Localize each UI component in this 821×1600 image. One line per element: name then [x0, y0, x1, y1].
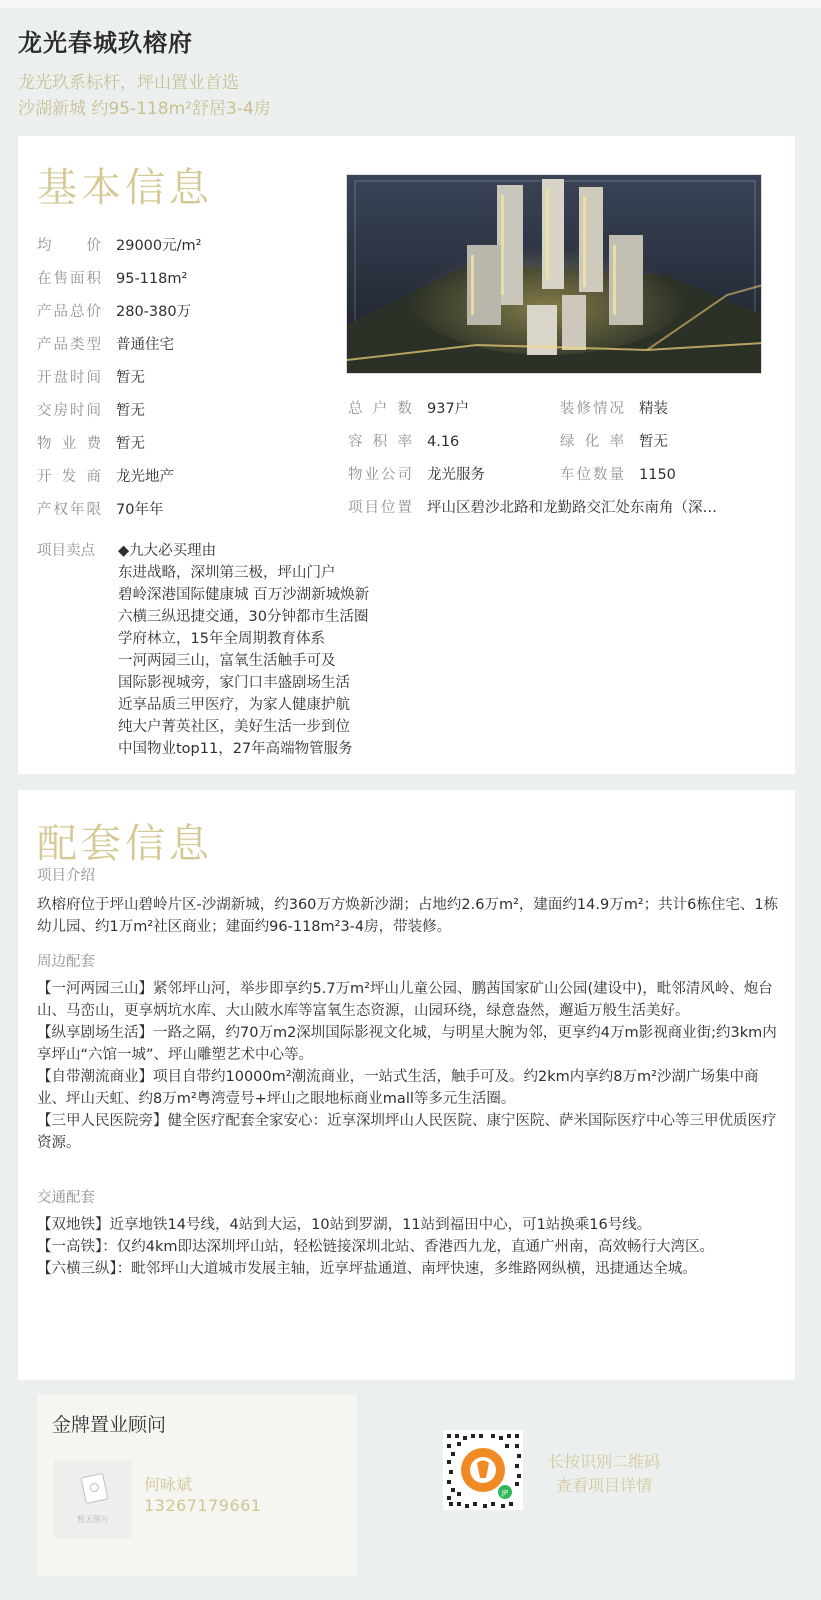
qr-hint	[534, 1450, 674, 1498]
slogan-line-2: 沙湖新城 约95-118m²舒居3-4房	[18, 99, 271, 119]
field-value: 937户	[427, 401, 470, 417]
field-key: 容积率	[348, 434, 412, 450]
field-key: 车位数量	[560, 467, 624, 483]
field-value: 95-118m²	[116, 271, 188, 287]
field-key: 物业费	[37, 436, 101, 452]
basic-info-card	[18, 136, 795, 774]
field-value: 暂无	[116, 436, 145, 452]
selling-point: ◆九大必买理由	[118, 543, 217, 559]
field-developer	[37, 467, 174, 487]
traffic-paragraph: 【双地铁】近享地铁14号线，4站到大运，10站到罗湖，11站到福田中心，可1站换乘16号线。	[37, 1217, 652, 1233]
supporting-info-heading: 配套信息	[37, 821, 213, 867]
field-location[interactable]	[348, 498, 717, 518]
field-value: 龙光服务	[427, 467, 485, 483]
selling-point: 学府林立，15年全周期教育体系	[118, 631, 325, 647]
field-value: 70年年	[116, 502, 164, 518]
field-value: 29000元/m²	[116, 238, 202, 254]
field-key: 产权年限	[37, 502, 101, 518]
around-paragraph: 【一河两园三山】紧邻坪山河，举步即享约5.7万m²坪山儿童公园、鹏茜国家矿山公园(建设中)，毗邻清风岭、炮台山、马峦山，更享炳坑水库、大山陂水库等富氧生态资源，山园环绕，绿意盎然，邂逅万般生活美好。	[37, 981, 773, 1019]
field-value: 暂无	[639, 434, 668, 450]
selling-point: 碧岭深港国际健康城 百万沙湖新城焕新	[118, 587, 370, 603]
intro-label: 项目介绍	[37, 868, 95, 884]
field-key: 开盘时间	[37, 370, 101, 386]
field-value: 280-380万	[116, 304, 192, 320]
around-label: 周边配套	[37, 954, 95, 970]
selling-point: 近享品质三甲医疗，为家人健康护航	[118, 697, 350, 713]
basic-info-heading: 基本信息	[37, 165, 213, 211]
page-header	[18, 26, 798, 122]
no-image-text: 暂无图片	[77, 1515, 109, 1524]
advisor-heading: 金牌置业顾问	[52, 1414, 167, 1436]
intro-text: 玖榕府位于坪山碧岭片区-沙湖新城，约360万方焕新沙湖；占地约2.6万m²，建面约14.9万m²；共计6栋住宅、1栋幼儿园、约1万m²社区商业；建面约96-118m²3-4房，带装修。	[37, 897, 779, 935]
field-property-rights	[37, 500, 163, 520]
field-product-type	[37, 335, 174, 355]
avatar	[54, 1460, 132, 1538]
project-rendering-icon	[347, 175, 762, 374]
selling-point: 中国物业top11，27年高端物管服务	[118, 741, 353, 757]
project-rendering-image[interactable]	[346, 174, 762, 374]
selling-point: 六横三纵迅捷交通，30分钟都市生活圈	[118, 609, 369, 625]
field-value: 坪山区碧沙北路和龙勤路交汇处东南角（深…	[427, 500, 717, 516]
field-delivery-time	[37, 401, 145, 421]
field-plot-ratio	[348, 432, 459, 452]
traffic-paragraph: 【六横三纵】：毗邻坪山大道城市发展主轴，近享坪盐通道、南坪快速，多维路网纵横，迅捷通达全城。	[37, 1261, 697, 1277]
field-value: 4.16	[427, 434, 460, 450]
qr-badge-text: JP	[501, 1489, 509, 1497]
field-key: 交房时间	[37, 403, 101, 419]
traffic-paragraphs	[37, 1214, 779, 1280]
field-key: 绿化率	[560, 434, 624, 450]
field-key: 在售面积	[37, 271, 101, 287]
around-paragraph: 【纵享剧场生活】一路之隔，约70万m2深圳国际影视文化城，与明星大腕为邻，更享约4万m影视商业街;约3km内享坪山“六馆一城”、坪山雕塑艺术中心等。	[37, 1025, 777, 1063]
field-property-fee	[37, 434, 145, 454]
selling-point: 国际影视城旁，家门口丰盛剧场生活	[118, 675, 350, 691]
traffic-paragraph: 【一高铁】：仅约4km即达深圳坪山站，轻松链接深圳北站、香港西九龙，直通广州南，高效畅行大湾区。	[37, 1239, 714, 1255]
field-green-rate	[560, 432, 668, 452]
field-value: 龙光地产	[116, 469, 174, 485]
slogan-line-1: 龙光玖系标杆，坪山置业首选	[18, 73, 239, 93]
selling-point: 纯大户菁英社区，美好生活一步到位	[118, 719, 350, 735]
field-key: 产品类型	[37, 337, 101, 353]
field-key: 装修情况	[560, 401, 624, 417]
selling-points-list	[118, 540, 369, 760]
field-value: 普通住宅	[116, 337, 174, 353]
qr-code-icon	[443, 1430, 523, 1510]
field-decoration	[560, 399, 668, 419]
field-value: 暂无	[116, 370, 145, 386]
field-key: 总户数	[348, 401, 412, 417]
qr-hint-line-1: 长按识别二维码	[547, 1452, 660, 1471]
field-area	[37, 269, 187, 289]
around-paragraphs	[37, 978, 779, 1154]
traffic-label: 交通配套	[37, 1190, 95, 1206]
field-key: 开发商	[37, 469, 101, 485]
around-paragraph: 【自带潮流商业】项目自带约10000m²潮流商业，一站式生活，触手可及。约2km内享约8万m²沙湖广场集中商业、坪山天虹、约8万m²粤湾壹号+坪山之眼地标商业mall等多元生活圈。	[37, 1069, 759, 1107]
around-paragraph: 【三甲人民医院旁】健全医疗配套全家安心：近享深圳坪山人民医院、康宁医院、萨米国际医疗中心等三甲优质医疗资源。	[37, 1113, 777, 1151]
field-value: 精装	[639, 401, 668, 417]
field-avg-price	[37, 236, 201, 256]
field-key: 产品总价	[37, 304, 101, 320]
field-value: 1150	[639, 467, 676, 483]
field-value: 暂无	[116, 403, 145, 419]
selling-point: 东进战略，深圳第三极，坪山门户	[118, 565, 336, 581]
qr-code[interactable]	[443, 1430, 523, 1510]
field-key: 项目位置	[348, 500, 412, 516]
advisor-card[interactable]	[37, 1394, 357, 1576]
supporting-info-card	[18, 790, 795, 1380]
field-open-time	[37, 368, 145, 388]
qr-hint-line-2: 查看项目详情	[555, 1476, 652, 1495]
advisor-phone[interactable]: 13267179661	[144, 1496, 262, 1515]
field-households	[348, 399, 469, 419]
field-total-price	[37, 302, 191, 322]
field-key: 均价	[37, 238, 101, 254]
no-image-icon	[54, 1460, 132, 1538]
field-property-company	[348, 465, 485, 485]
field-key: 物业公司	[348, 467, 412, 483]
page-title: 龙光春城玖榕府	[18, 29, 193, 57]
field-parking	[560, 465, 676, 485]
top-strip	[0, 0, 821, 8]
selling-point: 一河两园三山，富氧生活触手可及	[118, 653, 336, 669]
advisor-name: 何咏斌	[144, 1475, 193, 1494]
selling-points-key: 项目卖点	[37, 543, 95, 559]
